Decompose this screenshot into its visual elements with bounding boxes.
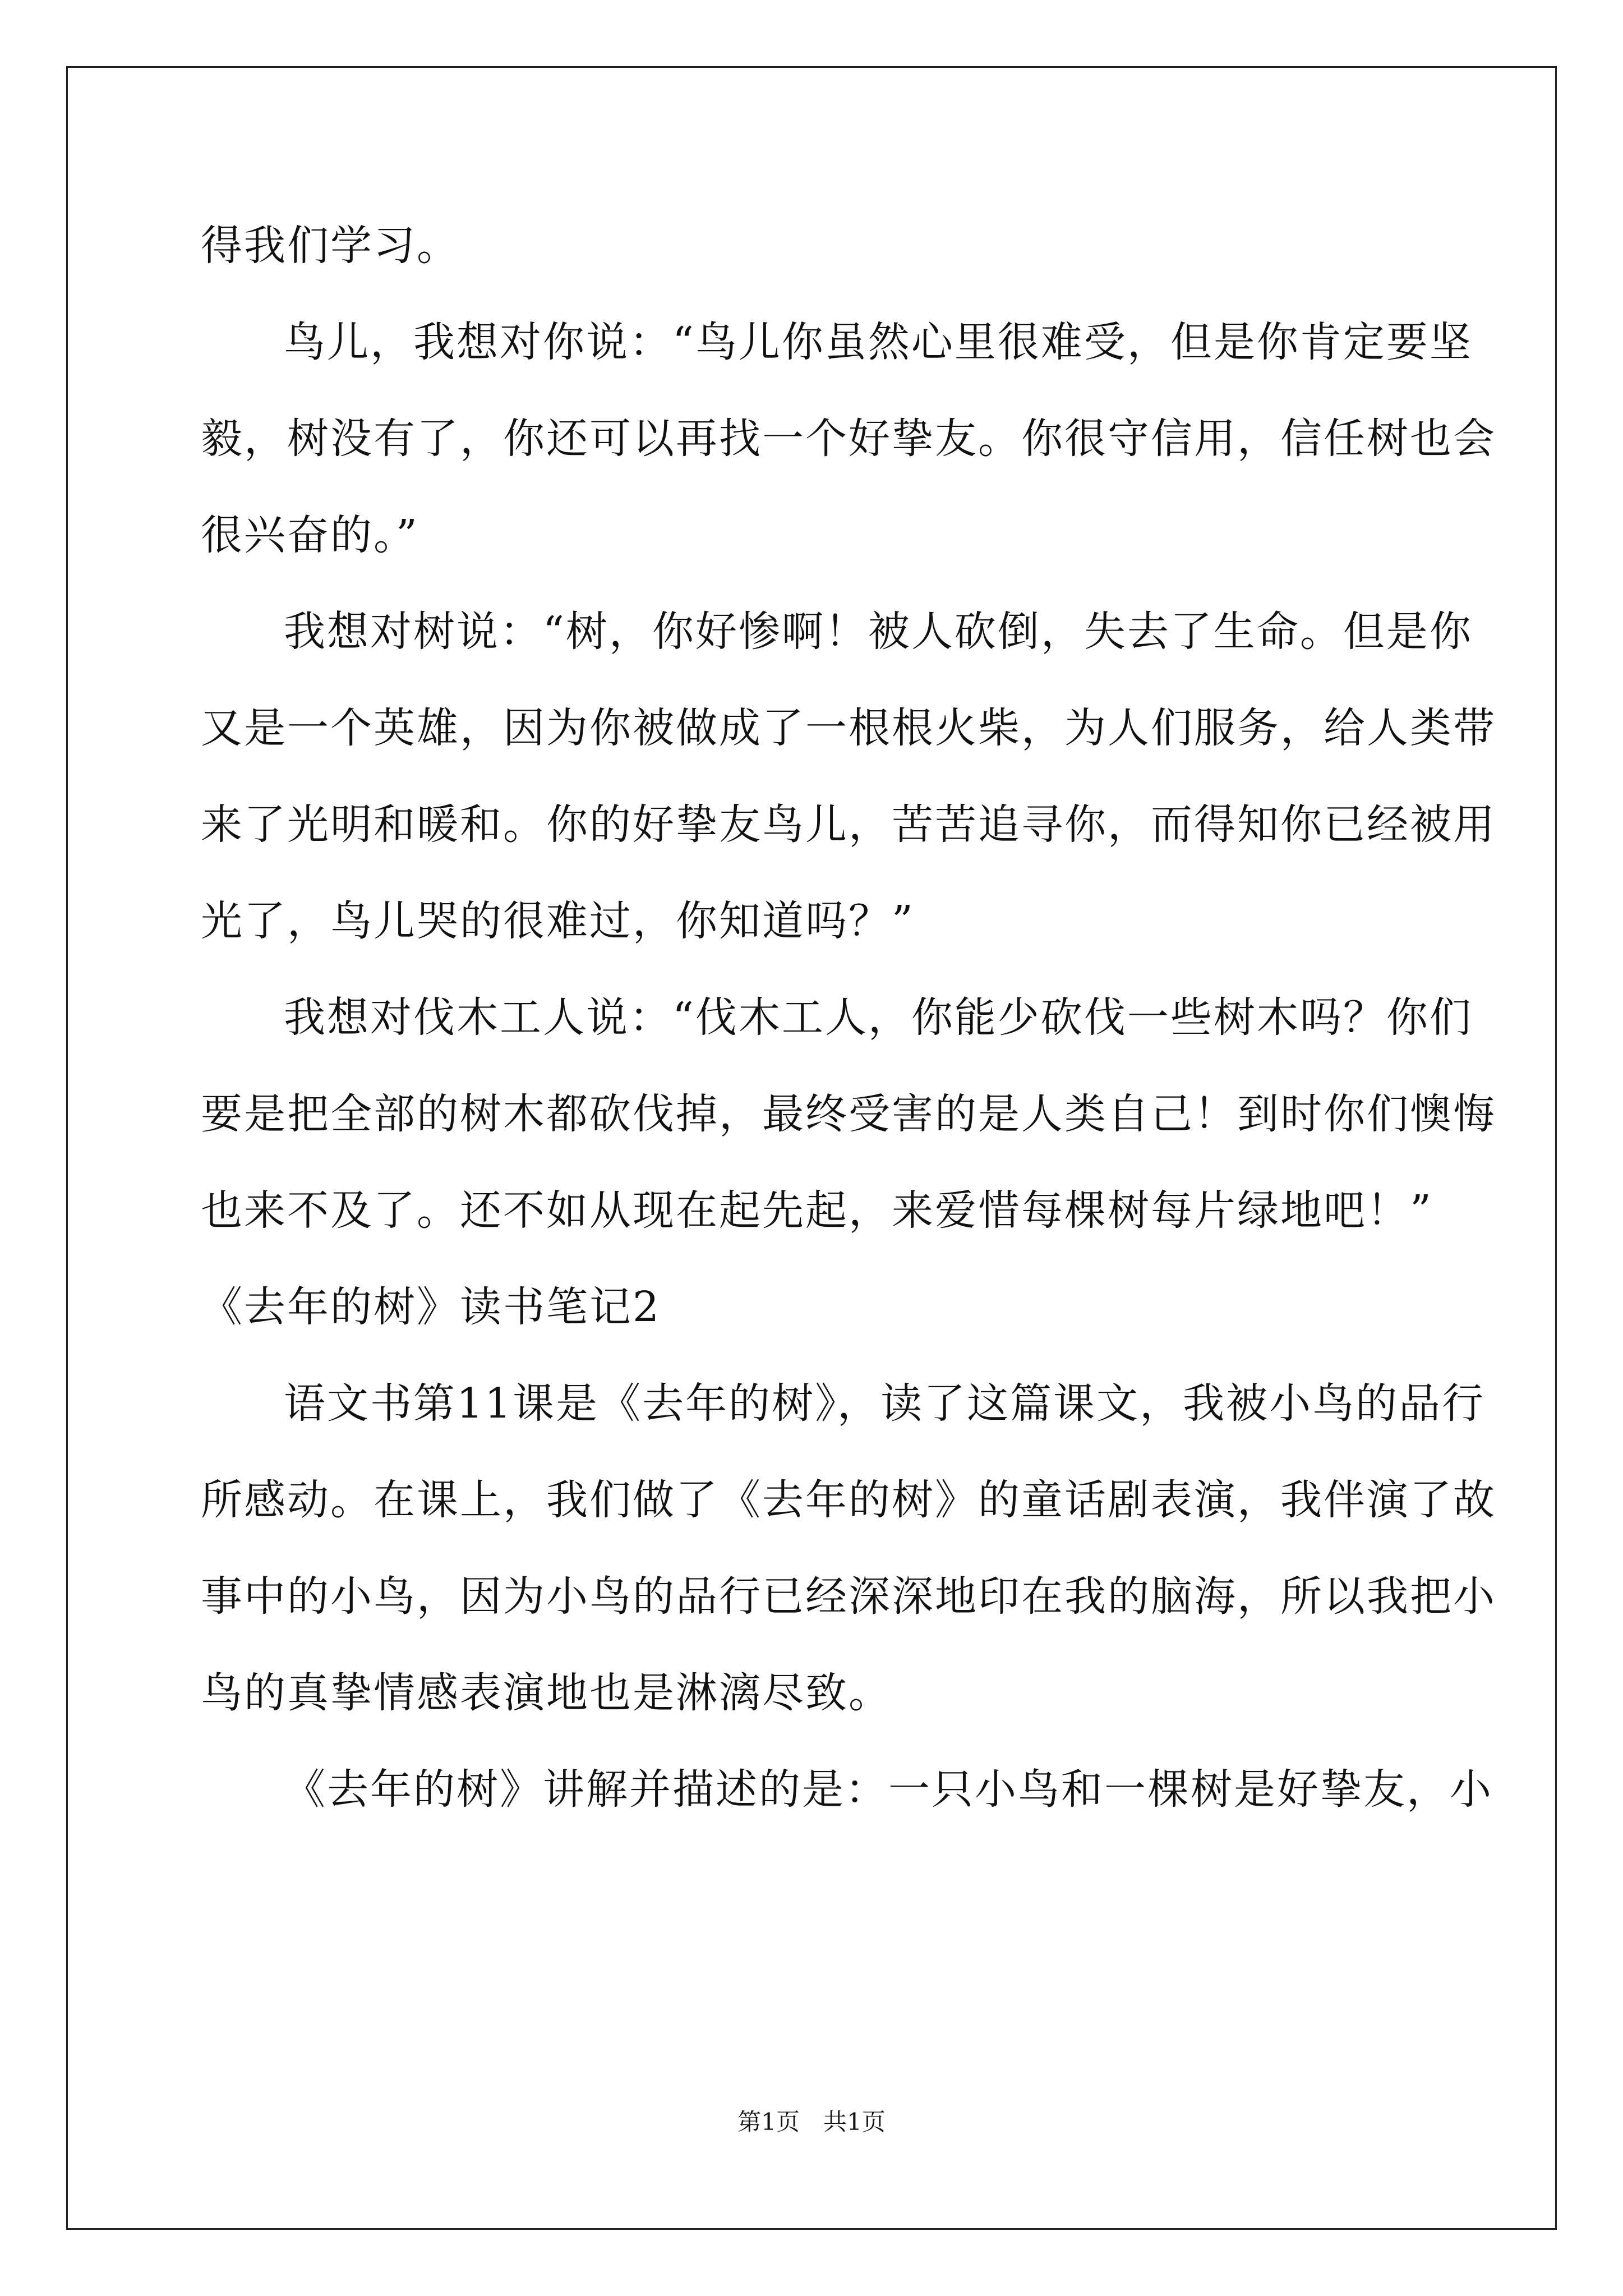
section-heading: 《去年的树》读书笔记2 bbox=[201, 1283, 661, 1331]
text-line: 事中的小鸟，因为小鸟的品行已经深深地印在我的脑海，所以我把小 bbox=[201, 1572, 1496, 1621]
text-line: 光了，鸟儿哭的很难过，你知道吗？” bbox=[201, 897, 915, 945]
text-line: 所感动。在课上，我们做了《去年的树》的童话剧表演，我伴演了故 bbox=[201, 1476, 1496, 1524]
text-line: 语文书第11课是《去年的树》，读了这篇课文，我被小鸟的品行 bbox=[284, 1379, 1486, 1428]
text-line: 毅，树没有了，你还可以再找一个好挚友。你很守信用，信任树也会 bbox=[201, 415, 1496, 463]
text-line: 《去年的树》讲解并描述的是：一只小鸟和一棵树是好挚友，小 bbox=[284, 1765, 1493, 1814]
text-line: 鸟儿，我想对你说：“鸟儿你虽然心里很难受，但是你肯定要坚 bbox=[284, 318, 1473, 366]
page-number-footer: 第1页 共1页 bbox=[737, 2108, 886, 2136]
text-line: 又是一个英雄，因为你被做成了一根根火柴，为人们服务，给人类带 bbox=[201, 704, 1496, 752]
text-line: 得我们学习。 bbox=[201, 222, 460, 270]
text-line: 来了光明和暖和。你的好挚友鸟儿，苦苦追寻你，而得知你已经被用 bbox=[201, 800, 1496, 849]
text-line: 也来不及了。还不如从现在起先起，来爱惜每棵树每片绿地吧！” bbox=[201, 1186, 1433, 1235]
text-line: 我想对树说：“树，你好惨啊！被人砍倒，失去了生命。但是你 bbox=[284, 608, 1473, 656]
text-line: 鸟的真挚情感表演地也是淋漓尽致。 bbox=[201, 1669, 892, 1717]
page-border bbox=[66, 66, 1557, 2230]
text-line: 要是把全部的树木都砍伐掉，最终受害的是人类自己！到时你们懊悔 bbox=[201, 1090, 1496, 1138]
text-line: 很兴奋的。” bbox=[201, 511, 419, 559]
text-line: 我想对伐木工人说：“伐木工人，你能少砍伐一些树木吗？你们 bbox=[284, 993, 1473, 1042]
